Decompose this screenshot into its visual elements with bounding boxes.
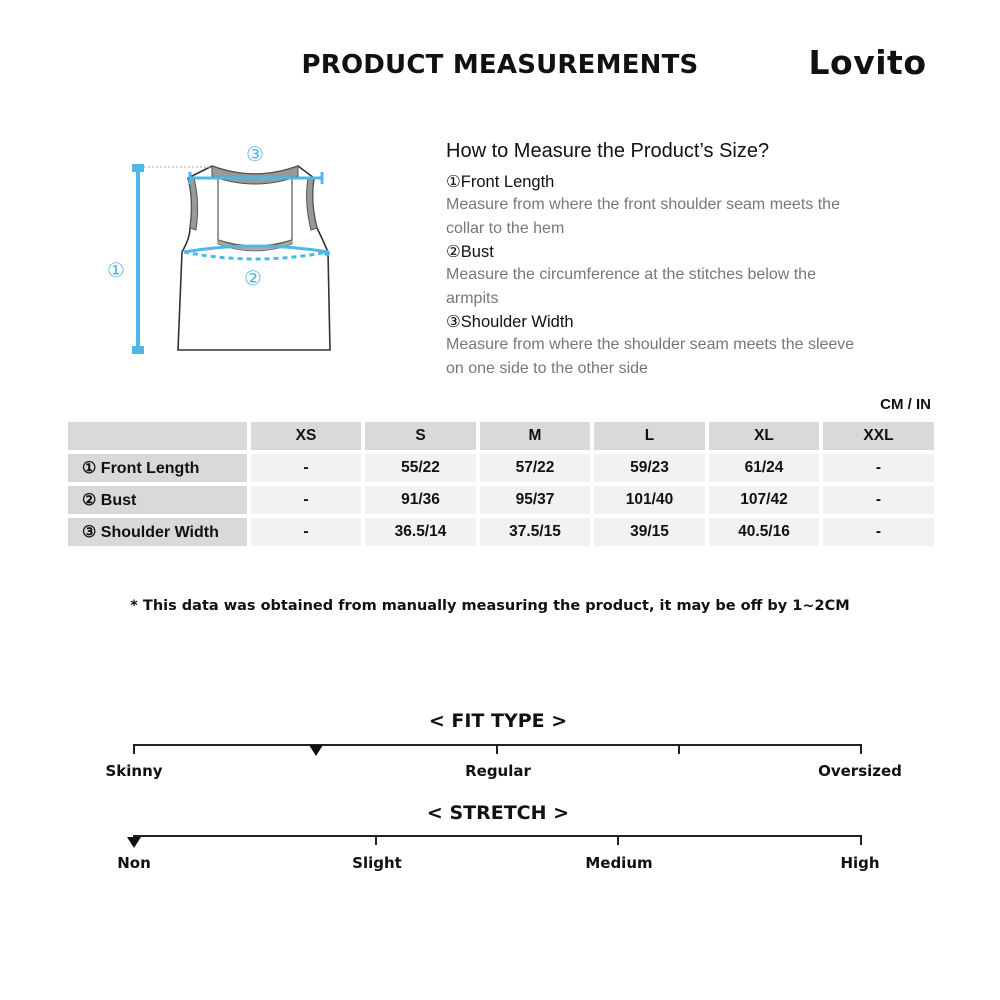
fit-type-tick [496, 744, 498, 754]
stretch-label-slight: Slight [352, 854, 402, 872]
table-cell: 95/37 [480, 486, 590, 514]
fit-type-title: < FIT TYPE > [428, 710, 568, 732]
instruction-label: ③Shoulder Width [446, 313, 574, 331]
stretch-title: < STRETCH > [426, 802, 570, 824]
table-cell: 101/40 [594, 486, 705, 514]
stretch-scale-line [133, 835, 862, 837]
stretch-label-high: High [840, 854, 880, 872]
garment-diagram [100, 140, 360, 370]
instruction-item-bust [446, 241, 896, 311]
front-length-measure-line [132, 164, 144, 354]
table-cell: 57/22 [480, 454, 590, 482]
row-label-bust: ② Bust [68, 486, 247, 514]
table-cell: 107/42 [709, 486, 819, 514]
instruction-desc: on one side to the other side [446, 360, 648, 377]
instruction-item-front-length [446, 171, 896, 241]
instructions-heading: How to Measure the Product’s Size? [446, 140, 770, 162]
table-cell: 37.5/15 [480, 518, 590, 546]
table-corner-cell [68, 422, 247, 450]
stretch-tick [617, 835, 619, 845]
size-header-s: S [365, 422, 476, 450]
bust-marker: ② [244, 266, 262, 290]
table-cell: 91/36 [365, 486, 476, 514]
table-cell: - [823, 518, 934, 546]
table-cell: 40.5/16 [709, 518, 819, 546]
fit-type-label-skinny: Skinny [105, 762, 163, 780]
table-cell: - [251, 454, 361, 482]
instruction-item-shoulder-width [446, 311, 896, 381]
shoulder-width-marker: ③ [246, 142, 264, 166]
table-cell: 61/24 [709, 454, 819, 482]
fit-type-tick [133, 744, 135, 754]
table-cell: 39/15 [594, 518, 705, 546]
size-header-xl: XL [709, 422, 819, 450]
brand-logo: Lovito [808, 43, 927, 82]
instruction-desc: Measure the circumference at the stitches below the [446, 266, 816, 283]
table-cell: 55/22 [365, 454, 476, 482]
tank-top-outline-icon [178, 166, 330, 350]
stretch-marker-icon [127, 837, 141, 848]
fit-type-label-regular: Regular [465, 762, 531, 780]
table-row [68, 518, 934, 546]
table-cell: - [823, 454, 934, 482]
stretch-label-medium: Medium [585, 854, 653, 872]
size-header-xxl: XXL [823, 422, 934, 450]
size-header-l: L [594, 422, 705, 450]
table-row [68, 454, 934, 482]
row-label-shoulder-width: ③ Shoulder Width [68, 518, 247, 546]
fit-type-tick [678, 744, 680, 754]
disclaimer-note: * This data was obtained from manually measuring the product, it may be off by 1~2CM [130, 598, 850, 614]
front-length-marker: ① [107, 258, 125, 282]
size-table [64, 418, 938, 550]
table-header-row [68, 422, 934, 450]
stretch-tick [375, 835, 377, 845]
fit-type-label-oversized: Oversized [818, 762, 902, 780]
row-label-front-length: ① Front Length [68, 454, 247, 482]
measure-instructions [446, 140, 896, 381]
instruction-desc: armpits [446, 290, 499, 307]
table-row [68, 486, 934, 514]
instruction-desc: Measure from where the front shoulder seam meets the [446, 196, 840, 213]
table-cell: - [823, 486, 934, 514]
table-cell: 59/23 [594, 454, 705, 482]
table-cell: - [251, 518, 361, 546]
table-cell: 36.5/14 [365, 518, 476, 546]
instruction-label: ①Front Length [446, 173, 555, 191]
size-header-m: M [480, 422, 590, 450]
instruction-desc: Measure from where the shoulder seam meets the sleeve [446, 336, 855, 353]
stretch-label-non: Non [117, 854, 151, 872]
size-header-xs: XS [251, 422, 361, 450]
fit-type-marker-icon [309, 745, 323, 756]
table-cell: - [251, 486, 361, 514]
page-title: PRODUCT MEASUREMENTS [301, 50, 699, 80]
stretch-tick [860, 835, 862, 845]
fit-type-tick [860, 744, 862, 754]
instruction-label: ②Bust [446, 243, 494, 261]
unit-label: CM / IN [880, 396, 931, 413]
instruction-desc: collar to the hem [446, 220, 565, 237]
